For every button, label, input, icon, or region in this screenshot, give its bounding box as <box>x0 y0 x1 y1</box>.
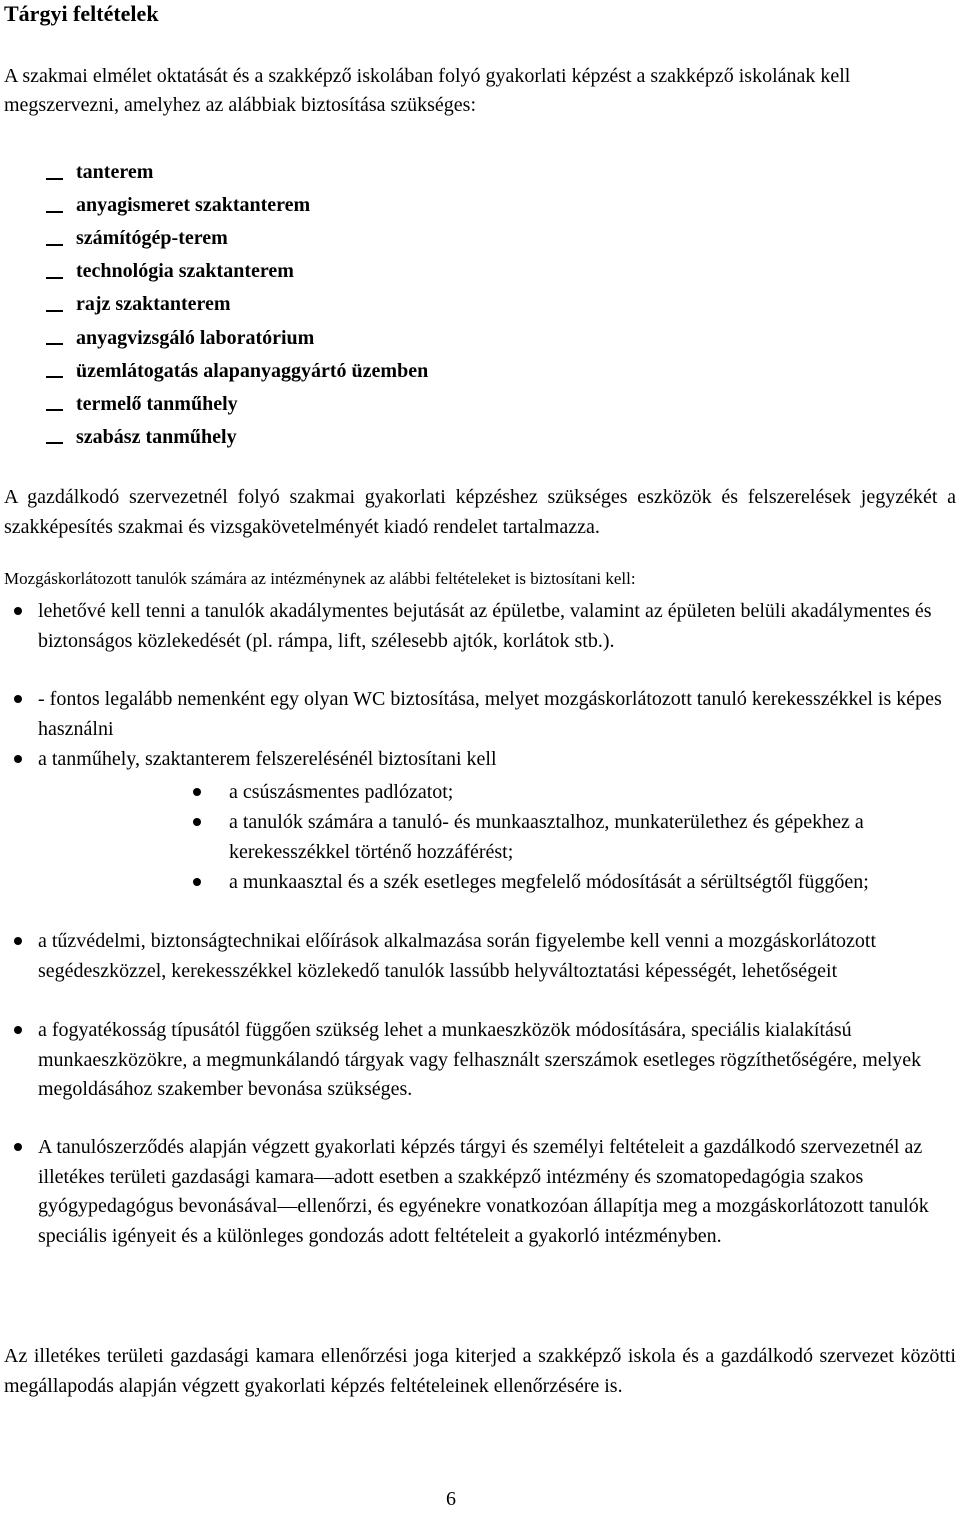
dash-icon <box>46 178 63 180</box>
dash-icon <box>46 343 63 345</box>
bullet-text: a tanulók számára a tanuló- és munkaasztalhoz, munkaterülethez és gépekhez a kerekesszékkel történő hozzáférést; <box>229 811 864 863</box>
bullet-item <box>38 1016 956 1105</box>
dash-icon <box>46 310 63 312</box>
dash-icon <box>46 211 63 213</box>
page-number: 6 <box>446 1488 456 1510</box>
bullet-text: a munkaasztal és a szék esetleges megfelelő módosítását a sérültségtől függően; <box>229 871 869 893</box>
bullet-text: a fogyatékosság típusától függően szükség lehet a munkaeszközök módosítására, speciális kialakítású munkaeszközökre, a megmunkálandó tárgyak vagy felhasznált szerszámok esetleges rögzíthetőségére, melyek megoldásához szakember bevonása szükséges. <box>38 1019 922 1100</box>
bullet-text: a csúszásmentes padlózatot; <box>229 781 454 803</box>
dash-icon <box>46 442 63 444</box>
list-item <box>46 156 428 189</box>
list-item <box>46 321 428 354</box>
bullet-icon <box>14 607 22 615</box>
list-item <box>46 222 428 255</box>
bullet-icon <box>14 755 22 763</box>
list-item <box>46 388 428 421</box>
list-item <box>46 421 428 454</box>
list-item <box>46 288 428 321</box>
list-item-label: üzemlátogatás alapanyaggyártó üzemben <box>76 359 429 382</box>
tools-paragraph: A gazdálkodó szervezetnél folyó szakmai gyakorlati képzéshez szükséges eszközök és felszerelések jegyzékét a szakképesítés szakmai és vizsgakövetelményét kiadó rendelet tartalmazza. <box>4 486 956 538</box>
chamber-paragraph: Az illetékes területi gazdasági kamara ellenőrzési joga kiterjed a szakképző iskola és a gazdálkodó szervezet közötti megállapodás alapján végzett gyakorlati képzés feltételeinek ellenőrzésére is. <box>4 1345 956 1397</box>
intro-paragraph: A szakmai elmélet oktatását és a szakképző iskolában folyó gyakorlati képzést a szakképző iskolának kell megszervezni, amelyhez az alábbiak biztosítása szükséges: <box>4 65 851 116</box>
list-item-label: termelő tanműhely <box>76 392 238 415</box>
bullet-item <box>38 927 956 986</box>
dash-icon <box>46 277 63 279</box>
bullet-text: a tűzvédelmi, biztonságtechnikai előírások alkalmazása során figyelembe kell venni a mozgáskorlátozott segédeszközzel, kerekesszékkel közlekedő tanulók lassúbb helyváltoztatási képességét, lehetőségeit <box>38 930 877 982</box>
list-item-label: anyagvizsgáló laboratórium <box>76 326 315 349</box>
list-item <box>46 189 428 222</box>
facilities-list <box>46 156 428 454</box>
list-item-label: rajz szaktanterem <box>76 293 231 316</box>
dash-icon <box>46 409 63 411</box>
bullet-item <box>38 745 956 775</box>
bullet-icon <box>193 788 201 796</box>
disabled-students-intro: Mozgáskorlátozott tanulók számára az intézménynek az alábbi feltételeket is biztosítani kell: <box>4 569 636 588</box>
bullet-icon <box>14 1026 22 1034</box>
bullet-text: a tanműhely, szaktanterem felszerelésénél biztosítani kell <box>38 748 497 770</box>
list-item-label: technológia szaktanterem <box>76 260 294 283</box>
sub-bullet-item <box>229 808 949 867</box>
list-item-label: számítógép-terem <box>76 227 228 250</box>
bullet-item <box>38 685 956 744</box>
sub-bullet-item <box>229 778 949 808</box>
bullet-item <box>38 597 956 656</box>
bullet-text: lehetővé kell tenni a tanulók akadálymentes bejutását az épületbe, valamint az épületen belüli akadálymentes és biztonságos közlekedését (pl. rámpa, lift, szélesebb ajtók, korlátok stb.). <box>38 600 932 652</box>
bullet-text: A tanulószerződés alapján végzett gyakorlati képzés tárgyi és személyi feltételeit a gazdálkodó szervezetnél az illetékes területi gazdasági kamara—adott esetben a szakképző intézmény és szomatopedagógia szakos gyógypedagógus bevonásával—ellenőrzi, és egyénekre vonatkozóan állapítja meg a mozgáskorlátozott tanulók speciális igényeit és a különleges gondozás adott feltételeit a gyakorló intézményben. <box>38 1136 929 1247</box>
bullet-text: - fontos legalább nemenként egy olyan WC biztosítása, melyet mozgáskorlátozott tanuló kerekesszékkel is képes használni <box>38 688 942 740</box>
sub-bullet-item <box>229 868 929 898</box>
list-item <box>46 255 428 288</box>
page-title: Tárgyi feltételek <box>4 1 159 26</box>
bullet-icon <box>193 818 201 826</box>
list-item-label: tanterem <box>76 161 154 184</box>
list-item-label: anyagismeret szaktanterem <box>76 194 311 217</box>
bullet-item <box>38 1133 956 1251</box>
list-item <box>46 355 428 388</box>
bullet-icon <box>14 937 22 945</box>
bullet-icon <box>14 1143 22 1151</box>
bullet-icon <box>14 695 22 703</box>
bullet-icon <box>193 878 201 886</box>
list-item-label: szabász tanműhely <box>76 425 237 448</box>
dash-icon <box>46 376 63 378</box>
dash-icon <box>46 244 63 246</box>
